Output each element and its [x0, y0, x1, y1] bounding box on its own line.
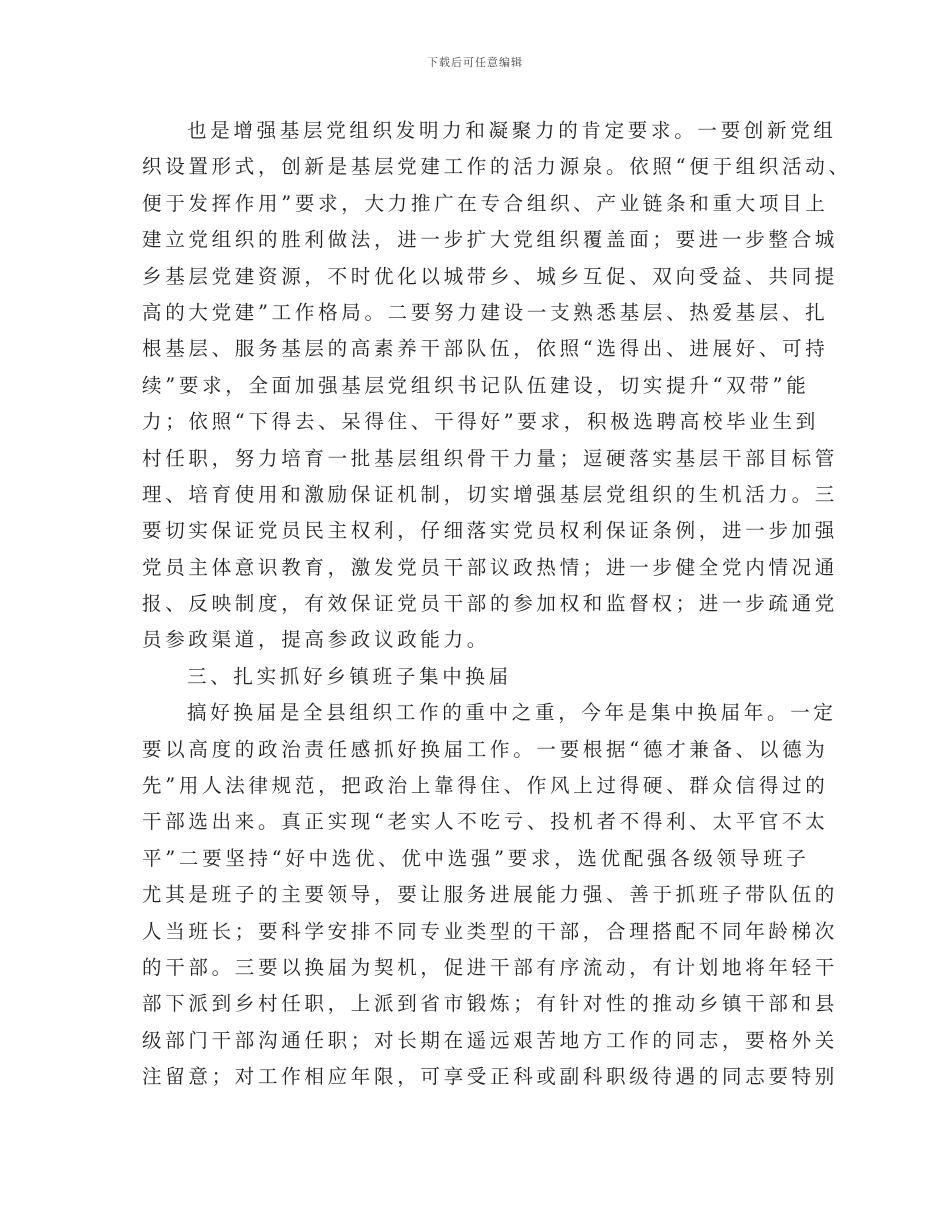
text-line: 的干部。三要以换届为契机，促进干部有序流动，有计划地将年轻干 [142, 955, 839, 979]
text-line: 力；依照“下得去、呆得住、干得好”要求，积极选聘高校毕业生到 [142, 410, 819, 434]
text-line: 部下派到乡村任职，上派到省市锻炼；有针对性的推动乡镇干部和县 [142, 992, 839, 1016]
text-line: 要以高度的政治责任感抓好换届工作。一要根据“德才兼备、以德为 [142, 737, 829, 761]
text-line: 续”要求，全面加强基层党组织书记队伍建设，切实提升“双带”能 [142, 373, 810, 397]
section-heading: 三、扎实抓好乡镇班子集中换届 [187, 664, 512, 688]
text-line: 注留意；对工作相应年限，可享受正科或副科职级待遇的同志要特别 [142, 1065, 839, 1089]
text-line: 根基层、服务基层的高素养干部队伍，依照“选得出、进展好、可持 [142, 337, 829, 361]
text-line: 建立党组织的胜利做法，进一步扩大党组织覆盖面；要进一步整合城 [142, 228, 839, 252]
text-line: 村任职，努力培育一批基层组织骨干力量；逗硬落实基层干部目标管 [142, 446, 839, 470]
text-line: 级部门干部沟通任职；对长期在遥远艰苦地方工作的同志，要格外关 [142, 1028, 839, 1052]
text-line: 也是增强基层党组织发明力和凝聚力的肯定要求。一要创新党组 [187, 119, 837, 142]
text-line: 便于发挥作用”要求，大力推广在专合组织、产业链条和重大项目上 [142, 191, 829, 215]
document-body [142, 113, 852, 1096]
text-line: 平”二要坚持“好中选优、优中选强”要求，选优配强各级领导班子 [142, 846, 810, 870]
text-line: 员参政渠道，提高参政议政能力。 [142, 628, 491, 652]
text-line: 报、反映制度，有效保证党员干部的参加权和监督权；进一步疏通党 [142, 592, 839, 616]
text-line: 理、培育使用和激励保证机制，切实增强基层党组织的生机活力。三 [142, 482, 839, 506]
text-line: 干部选出来。真正实现“老实人不吃亏、投机者不得利、太平官不太 [142, 810, 829, 834]
text-line: 党员主体意识教育，激发党员干部议政热情；进一步健全党内情况通 [142, 555, 839, 579]
text-line: 乡基层党建资源，不时优化以城带乡、城乡互促、双向受益、共同提 [142, 264, 839, 288]
text-line: 要切实保证党员民主权利，仔细落实党员权利保证条例，进一步加强 [142, 519, 839, 543]
text-line: 织设置形式，创新是基层党建工作的活力源泉。依照“便于组织活动、 [142, 155, 852, 179]
text-line: 先”用人法律规范，把政治上靠得住、作风上过得硬、群众信得过的 [142, 774, 829, 798]
page-header: 下载后可任意编辑 [427, 56, 523, 69]
text-line: 尤其是班子的主要领导，要让服务进展能力强、善于抓班子带队伍的 [142, 883, 839, 907]
text-line: 搞好换届是全县组织工作的重中之重，今年是集中换届年。一定 [187, 701, 837, 725]
text-line: 高的大党建”工作格局。二要努力建设一支熟悉基层、热爱基层、扎 [142, 300, 829, 324]
text-line: 人当班长；要科学安排不同专业类型的干部，合理搭配不同年龄梯次 [142, 919, 839, 943]
